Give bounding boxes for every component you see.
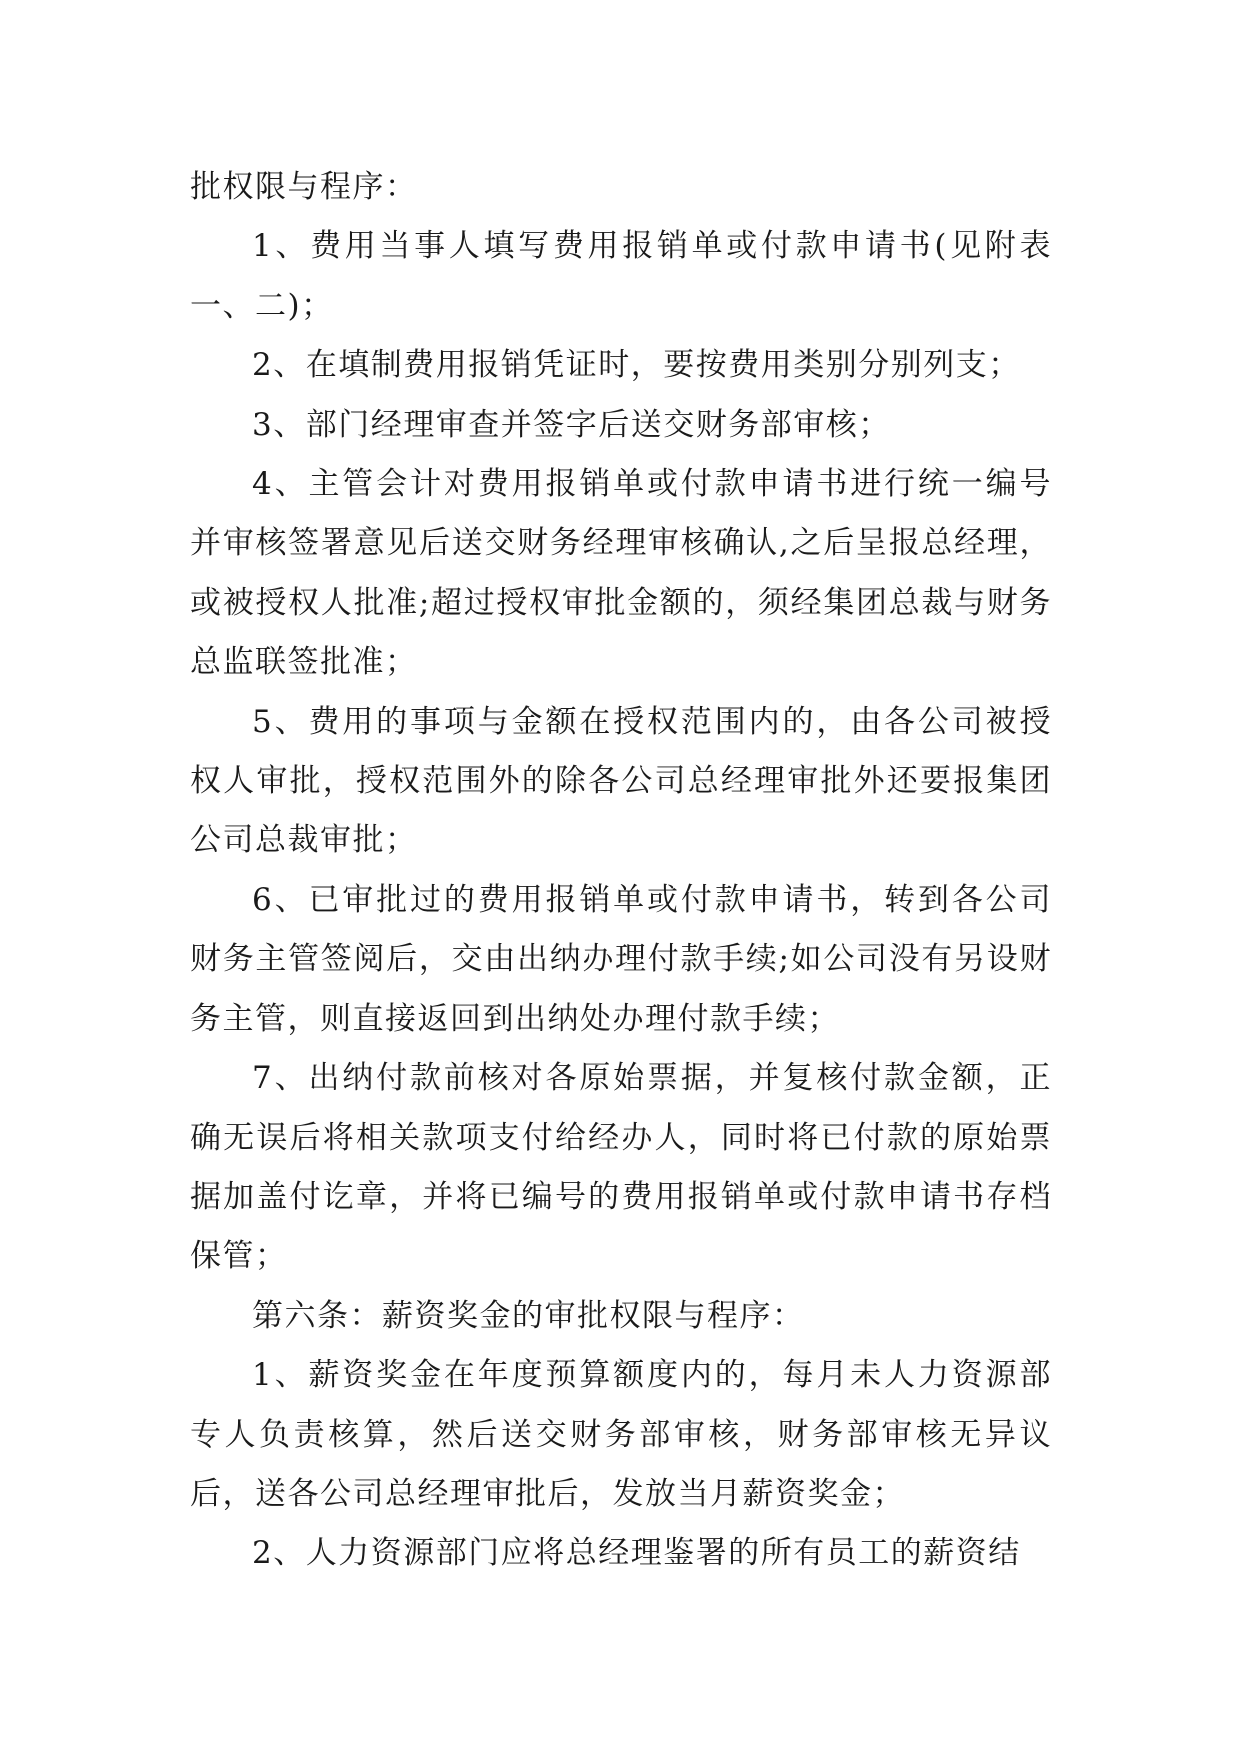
paragraph-item-7: 7、出纳付款前核对各原始票据，并复核付款金额，正确无误后将相关款项支付给经办人，同时将已付款的原始票据加盖付讫章，并将已编号的费用报销单或付款申请书存档保管； bbox=[190, 1060, 1052, 1275]
paragraph-item-6: 6、已审批过的费用报销单或付款申请书，转到各公司财务主管签阅后，交由出纳办理付款手续;如公司没有另设财务主管，则直接返回到出纳处办理付款手续； bbox=[190, 881, 1052, 1037]
paragraph-salary-item-1: 1、薪资奖金在年度预算额度内的，每月未人力资源部专人负责核算，然后送交财务部审核，财务部审核无异议后，送各公司总经理审批后，发放当月薪资奖金； bbox=[190, 1357, 1052, 1512]
paragraph-item-5: 5、费用的事项与金额在授权范围内的，由各公司被授权人审批，授权范围外的除各公司总经理审批外还要报集团公司总裁审批； bbox=[190, 703, 1052, 859]
paragraph-item-2: 2、在填制费用报销凭证时，要按费用类别分别列支； bbox=[252, 347, 1021, 384]
article-heading: 第六条：薪资奖金的审批权限与程序： bbox=[252, 1297, 805, 1334]
paragraph-salary-item-2: 2、人力资源部门应将总经理鉴署的所有员工的薪资结 bbox=[252, 1535, 1021, 1572]
paragraph-item-1: 1、费用当事人填写费用报销单或付款申请书(见附表一、二)； bbox=[190, 228, 1052, 324]
paragraph-continuation: 批权限与程序： bbox=[190, 169, 418, 205]
paragraph-item-3: 3、部门经理审查并签字后送交财务部审核； bbox=[252, 406, 891, 443]
document-body bbox=[190, 158, 1052, 1584]
paragraph-item-4: 4、主管会计对费用报销单或付款申请书进行统一编号并审核签署意见后送交财务经理审核确认,之后呈报总经理，或被授权人批准;超过授权审批金额的，须经集团总裁与财务总监联签批准； bbox=[190, 466, 1052, 681]
